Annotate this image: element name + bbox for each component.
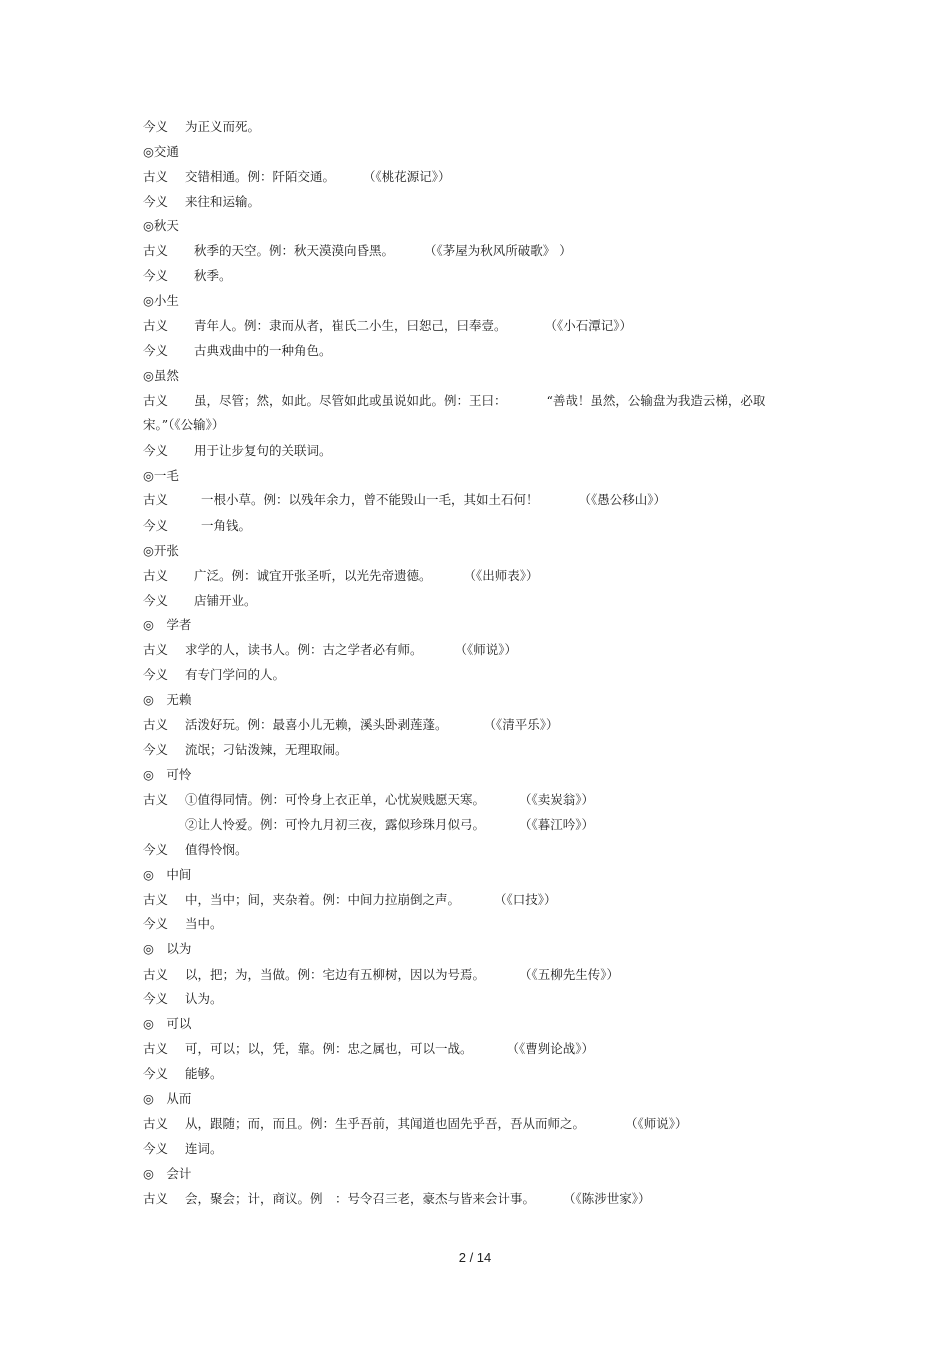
line-label: 今义	[143, 667, 169, 682]
line-text: 来往和运输。	[185, 194, 261, 209]
line-label: 今义	[143, 991, 169, 1006]
term-title: ◎ 中间	[143, 867, 192, 882]
line-text: 当中。	[185, 916, 223, 931]
text-line	[143, 192, 260, 212]
text-line	[143, 117, 260, 137]
text-line	[143, 1114, 688, 1134]
term-heading	[143, 466, 179, 486]
term-heading	[143, 1014, 191, 1034]
source-ref: （《师说》）	[454, 642, 518, 657]
line-text: 值得怜悯。	[185, 842, 248, 857]
line-label: 古义	[143, 1191, 169, 1206]
line-label: 今义	[143, 343, 169, 358]
text-line	[143, 1064, 223, 1084]
line-text: ①值得同情。例：可怜身上衣正单，心忧炭贱愿天寒。	[185, 792, 486, 807]
line-text: 一角钱。	[201, 518, 252, 533]
term-heading	[143, 142, 179, 162]
text-line	[143, 341, 332, 361]
text-line	[143, 715, 559, 735]
term-title: ◎开张	[143, 543, 179, 558]
line-text: 有专门学问的人。	[185, 667, 286, 682]
line-label: 今义	[143, 1066, 169, 1081]
term-heading	[143, 291, 179, 311]
line-text: 宋。”（《公输》）	[143, 417, 225, 432]
line-label: 今义	[143, 443, 169, 458]
text-line	[143, 316, 632, 336]
text-line	[143, 890, 557, 910]
term-title: ◎ 可怜	[143, 767, 192, 782]
line-text: 从，跟随；而，而且。例：生乎吾前，其闻道也固先乎吾，吾从而师之。	[185, 1116, 586, 1131]
line-label: 古义	[143, 642, 169, 657]
line-text: 广泛。例：诚宜开张圣听，以光先帝遗德。	[194, 568, 432, 583]
term-heading	[143, 216, 179, 236]
line-label: 古义	[143, 169, 169, 184]
text-line	[143, 516, 251, 536]
text-line	[143, 815, 594, 835]
term-title: ◎ 学者	[143, 617, 192, 632]
text-line	[143, 490, 666, 510]
line-text: 古典戏曲中的一种角色。	[194, 343, 332, 358]
line-label: 今义	[143, 916, 169, 931]
line-text: 秋季的天空。例：秋天漠漠向昏黑。	[194, 243, 395, 258]
line-label: 今义	[143, 268, 169, 283]
text-line	[143, 740, 348, 760]
source-ref: （《清平乐》）	[483, 717, 559, 732]
line-text: 求学的人，读书人。例：古之学者必有师。	[185, 642, 423, 657]
source-ref: （《出师表》）	[463, 568, 539, 583]
line-text: 中，当中；间，夹杂着。例：中间力拉崩倒之声。	[185, 892, 461, 907]
line-label: 古义	[143, 792, 169, 807]
text-line	[143, 591, 257, 611]
line-label: 古义	[143, 967, 169, 982]
line-label: 今义	[143, 194, 169, 209]
line-label: 古义	[143, 393, 169, 408]
line-text: 用于让步复句的关联词。	[194, 443, 332, 458]
term-heading	[143, 1164, 191, 1184]
text-line	[143, 241, 572, 261]
line-text: 交错相通。例：阡陌交通。	[185, 169, 336, 184]
term-heading	[143, 366, 179, 386]
text-line	[143, 989, 223, 1009]
source-ref: （《愚公移山》）	[578, 492, 667, 507]
source-ref: （《曹刿论战》）	[506, 1041, 595, 1056]
term-title: ◎ 从而	[143, 1091, 192, 1106]
line-text: 可，可以；以，凭，靠。例：忠之属也，可以一战。	[185, 1041, 473, 1056]
line-text: 会，聚会；计，商议。例 ：号令召三老，豪杰与皆来会计事。	[185, 1191, 536, 1206]
source-ref: （《口技》）	[494, 892, 557, 907]
text-line	[143, 1189, 651, 1209]
text-line-wrap	[143, 415, 224, 435]
text-line	[143, 914, 223, 934]
line-text: 连词。	[185, 1141, 223, 1156]
text-line	[143, 1139, 223, 1159]
term-heading	[143, 541, 179, 561]
source-ref: （《五柳先生传》）	[519, 967, 620, 982]
line-label: 今义	[143, 1141, 169, 1156]
source-ref: （《桃花源记》）	[363, 169, 451, 184]
source-ref: （《师说》）	[625, 1116, 688, 1131]
source-ref: （《茅屋为秋风所破歌》 ）	[424, 243, 572, 258]
text-line	[143, 441, 332, 461]
term-title: ◎小生	[143, 293, 179, 308]
page-number: 2 / 14	[458, 1250, 492, 1265]
line-text: 为正义而死。	[185, 119, 261, 134]
line-label: 今义	[143, 593, 169, 608]
text-line	[143, 965, 619, 985]
line-label: 今义	[143, 742, 169, 757]
text-line	[143, 266, 232, 286]
term-title: ◎交通	[143, 144, 179, 159]
term-heading	[143, 865, 191, 885]
line-text: 能够。	[185, 1066, 223, 1081]
term-heading	[143, 1089, 191, 1109]
source-ref: （《暮江吟》）	[519, 817, 595, 832]
line-text: ②让人怜爱。例：可怜九月初三夜，露似珍珠月似弓。	[185, 817, 486, 832]
line-text: 青年人。例：隶而从者，崔氏二小生，曰恕己，曰奉壹。	[194, 318, 507, 333]
line-text: 以，把；为，当做。例：宅边有五柳树，因以为号焉。	[185, 967, 486, 982]
line-text: 认为。	[185, 991, 223, 1006]
line-text: 流氓；刁钻泼辣，无理取闹。	[185, 742, 348, 757]
term-heading	[143, 690, 191, 710]
quote-continuation: “善哉！虽然，公输盘为我造云梯，必取	[546, 393, 766, 408]
line-text: 一根小草。例：以残年余力，曾不能毁山一毛，其如土石何！	[201, 492, 539, 507]
text-line	[143, 665, 285, 685]
line-label: 今义	[143, 518, 169, 533]
text-line	[143, 391, 765, 411]
term-title: ◎虽然	[143, 368, 179, 383]
text-line	[143, 840, 248, 860]
line-label: 古义	[143, 1116, 169, 1131]
source-ref: （《小石潭记》）	[544, 318, 633, 333]
line-label: 古义	[143, 492, 169, 507]
text-line	[143, 167, 451, 187]
line-label: 古义	[143, 568, 169, 583]
line-label: 今义	[143, 119, 169, 134]
line-label: 古义	[143, 892, 169, 907]
line-text: 店铺开业。	[194, 593, 257, 608]
source-ref: （《陈涉世家》）	[563, 1191, 651, 1206]
line-text: 秋季。	[194, 268, 232, 283]
text-line	[143, 566, 539, 586]
line-label: 古义	[143, 318, 169, 333]
line-label: 古义	[143, 1041, 169, 1056]
term-heading	[143, 615, 191, 635]
term-title: ◎ 会计	[143, 1166, 192, 1181]
text-line	[143, 790, 594, 810]
term-title: ◎ 无赖	[143, 692, 192, 707]
term-heading	[143, 939, 191, 959]
source-ref: （《卖炭翁》）	[519, 792, 595, 807]
term-title: ◎秋天	[143, 218, 179, 233]
term-heading	[143, 765, 191, 785]
term-title: ◎ 可以	[143, 1016, 192, 1031]
text-line	[143, 640, 517, 660]
line-label: 今义	[143, 842, 169, 857]
line-text: 虽，尽管；然，如此。尽管如此或虽说如此。例：王曰：	[194, 393, 507, 408]
text-line	[143, 1039, 594, 1059]
term-title: ◎一毛	[143, 468, 179, 483]
line-text: 活泼好玩。例：最喜小儿无赖，溪头卧剥莲蓬。	[185, 717, 448, 732]
line-label: 古义	[143, 717, 169, 732]
line-label: 古义	[143, 243, 169, 258]
term-title: ◎ 以为	[143, 941, 192, 956]
